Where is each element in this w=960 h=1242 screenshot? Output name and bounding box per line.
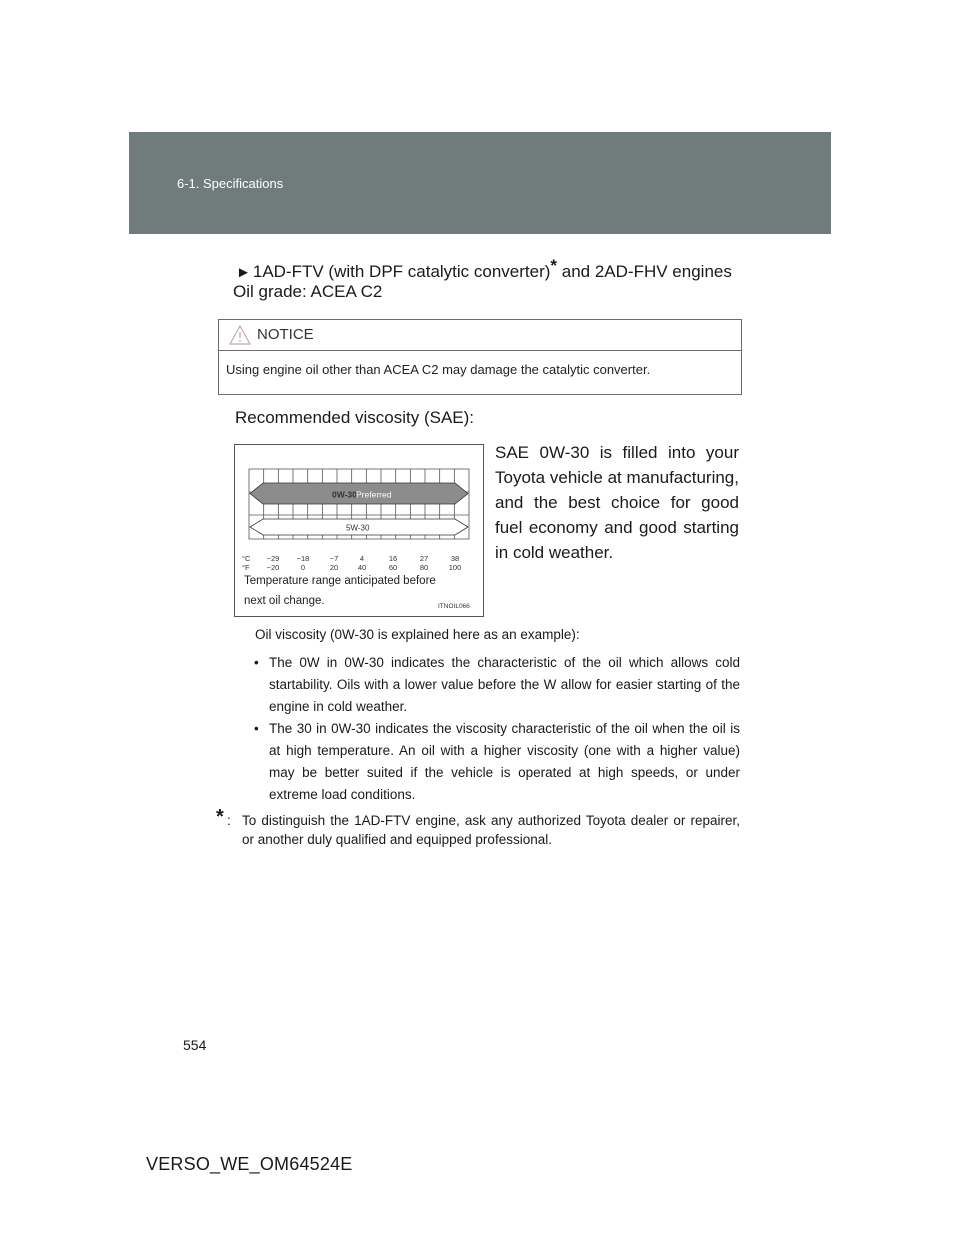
fahrenheit-tick-labels <box>267 563 462 572</box>
fahrenheit-tick-label: 40 <box>357 563 367 572</box>
fahrenheit-tick-label: 60 <box>388 563 398 572</box>
bullet-text: The 0W in 0W-30 indicates the characteristic of the oil which allows cold startability. Oils with a lower value before the W allow for easier starting of the engine in cold weather. <box>269 655 740 714</box>
celsius-tick-label: −7 <box>329 554 339 563</box>
bullet-item <box>254 652 740 718</box>
celsius-tick-label: 16 <box>388 554 398 563</box>
notice-header <box>219 320 741 351</box>
factory-fill-paragraph: SAE 0W-30 is filled into your Toyota vehicle at manufacturing, and the best choice for good fuel economy and good starting in cold weather. <box>495 443 739 562</box>
preferred-grade-label: 0W-30 <box>332 489 357 500</box>
engine-heading-text: 1AD-FTV (with DPF catalytic converter) <box>252 262 551 281</box>
oil-grade: Oil grade: ACEA C2 <box>233 282 383 301</box>
header-band <box>129 132 831 234</box>
triangle-pointer-icon: ► <box>236 264 251 281</box>
footnote-marker: * <box>216 806 224 828</box>
document-code: VERSO_WE_OM64524E <box>146 1154 353 1174</box>
footnote-star: * <box>550 256 558 275</box>
chart-caption-line1: Temperature range anticipated before <box>244 575 436 587</box>
celsius-unit: °C <box>242 554 251 563</box>
notice-text: Using engine oil other than ACEA C2 may damage the catalytic converter. <box>226 362 651 377</box>
fahrenheit-tick-label: 20 <box>329 563 339 572</box>
bullet-text: The 30 in 0W-30 indicates the viscosity characteristic of the oil when the oil is at high temperature. An oil with a higher viscosity (one with a higher value) may be better suited if the vehicle is operated at high speeds, or under extreme load conditions. <box>269 721 740 802</box>
celsius-tick-label: −18 <box>296 554 310 563</box>
preferred-word-label: Preferred <box>356 489 392 500</box>
recommended-viscosity-label: Recommended viscosity (SAE): <box>235 408 475 427</box>
notice-title: NOTICE <box>257 326 314 343</box>
engine-heading <box>236 256 732 282</box>
chart-caption-line2: next oil change. <box>244 595 325 607</box>
footnote <box>216 806 740 849</box>
celsius-tick-labels <box>267 554 460 563</box>
footnote-colon: : <box>227 813 231 828</box>
section-label: 6-1. Specifications <box>177 176 284 191</box>
page-number: 554 <box>183 1037 207 1053</box>
fahrenheit-tick-label: 80 <box>419 563 429 572</box>
footnote-text: To distinguish the 1AD-FTV engine, ask any authorized Toyota dealer or repairer, or another duly qualified and equipped professional. <box>242 813 740 847</box>
figure-code: ITNOIL066 <box>438 603 470 610</box>
celsius-tick-label: 27 <box>419 554 429 563</box>
viscosity-chart <box>234 444 484 617</box>
notice-box <box>218 319 742 395</box>
fahrenheit-tick-label: 0 <box>300 563 306 572</box>
alt-grade-label: 5W-30 <box>346 523 370 533</box>
bullet-marker: • <box>254 655 259 670</box>
celsius-tick-label: 4 <box>359 554 365 563</box>
celsius-tick-label: −29 <box>266 554 280 563</box>
viscosity-chart-svg <box>235 445 483 616</box>
celsius-tick-label: 38 <box>450 554 460 563</box>
warning-triangle-icon <box>229 325 251 345</box>
engine-heading-suffix: and 2AD-FHV engines <box>557 262 732 281</box>
fahrenheit-unit: °F <box>242 563 250 572</box>
fahrenheit-tick-label: 100 <box>448 563 462 572</box>
viscosity-explanation-title: Oil viscosity (0W-30 is explained here as an example): <box>255 627 580 642</box>
bullet-marker: • <box>254 721 259 736</box>
bullet-item <box>254 718 740 806</box>
fahrenheit-tick-label: −20 <box>266 563 280 572</box>
